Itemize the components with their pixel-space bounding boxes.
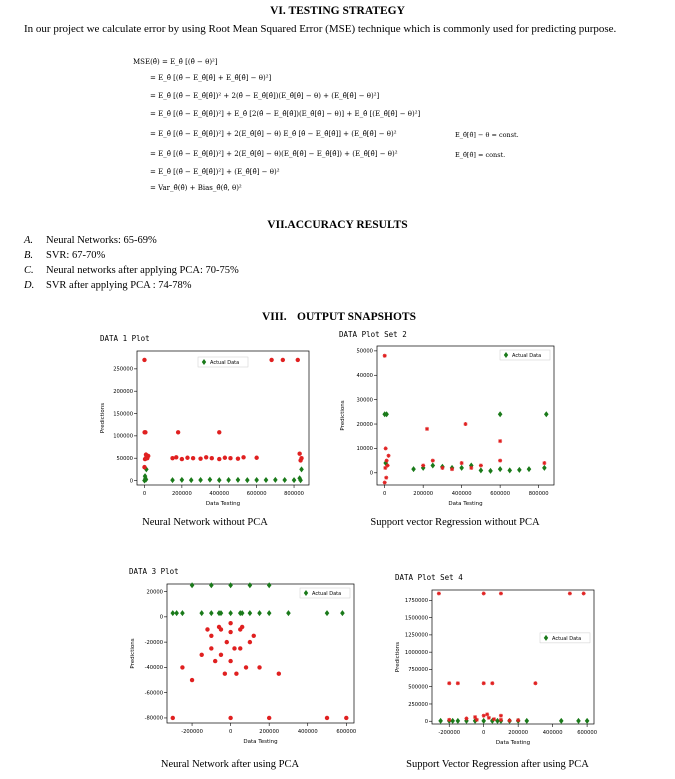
x-axis-label: Data Testing (448, 501, 483, 507)
legend-label: Actual Data (210, 360, 240, 366)
y-tick-label: 250000 (113, 366, 133, 373)
data-point (269, 358, 273, 362)
section-title-output: OUTPUT SNAPSHOTS (297, 311, 416, 323)
x-tick-label: 200000 (171, 491, 192, 497)
data-point (437, 591, 441, 595)
data-point (447, 681, 451, 685)
y-tick-label: 50000 (356, 348, 373, 355)
data-point (460, 461, 464, 465)
data-point (142, 465, 146, 469)
x-tick-label: -200000 (181, 729, 203, 735)
y-tick-label: -60000 (144, 690, 163, 697)
data-point (425, 427, 429, 431)
data-point (198, 456, 202, 460)
data-point (384, 476, 388, 480)
list-item: A. Neural Networks: 65-69% (24, 235, 157, 246)
data-point (219, 653, 223, 657)
x-tick-label: 0 (142, 491, 147, 497)
y-tick-label: 500000 (408, 684, 428, 691)
data-point (508, 719, 512, 723)
y-tick-label: 1500000 (404, 615, 428, 622)
y-tick-label: 250000 (408, 701, 428, 708)
data-point (241, 455, 245, 459)
data-point (385, 459, 389, 463)
data-point (191, 456, 195, 460)
data-point (469, 466, 473, 470)
x-axis-label: Data Testing (495, 740, 531, 746)
x-tick-label: 400000 (542, 730, 563, 736)
data-point (387, 454, 391, 458)
data-point (542, 461, 546, 465)
y-tick-label: 20000 (146, 589, 163, 596)
data-point (492, 717, 496, 721)
data-point (499, 714, 503, 718)
legend-label: Actual Data (512, 353, 542, 359)
plot-title: DATA 1 Plot (100, 334, 150, 343)
data-point (238, 646, 242, 650)
data-point (185, 456, 189, 460)
figure-caption: Support Vector Regression after using PCA (406, 759, 589, 770)
x-tick-label: 600000 (490, 491, 511, 497)
y-tick-label: -40000 (144, 665, 163, 672)
data-point (383, 466, 387, 470)
data-point (232, 646, 236, 650)
data-point (254, 456, 258, 460)
data-point (447, 718, 451, 722)
data-point (440, 466, 444, 470)
testing-paragraph: In our project we calculate error by using Root Mean Squared Error (MSE) technique which is commonly used for predicting purpose. (24, 23, 617, 35)
plot-area (137, 351, 309, 485)
x-tick-label: 200000 (508, 730, 529, 736)
data-point (456, 681, 460, 685)
x-tick-label: 0 (482, 730, 486, 736)
y-tick-label: 1750000 (404, 598, 428, 605)
legend-label: Actual Data (552, 635, 582, 642)
x-tick-label: 800000 (284, 491, 304, 497)
data-point (209, 646, 213, 650)
data-point (225, 640, 229, 644)
y-tick-label: 150000 (113, 411, 133, 418)
equation-line: = Var_θ̂(θ̂) + Bias_θ̂(θ̂, θ)² (150, 184, 242, 192)
y-tick-label: 0 (424, 719, 428, 726)
data-point (475, 718, 479, 722)
data-point (464, 422, 468, 426)
data-point (384, 446, 388, 450)
y-tick-label: 0 (159, 614, 163, 621)
data-point (383, 354, 387, 358)
section-number-output: VIII. (262, 311, 287, 323)
data-point (248, 640, 252, 644)
equation-line: = E_θ̂ [(θ̂ − E_θ̂[θ̂])²] + 2(E_θ̂[θ̂] − θ) E_θ̂ [θ̂ − E_θ̂[θ̂]] + (E_θ̂[θ̂] − θ)² (150, 130, 397, 138)
y-tick-label: 50000 (116, 456, 133, 462)
x-tick-label: 400000 (451, 491, 472, 497)
data-point (171, 716, 175, 720)
data-point (252, 634, 256, 638)
data-point (209, 634, 213, 638)
y-tick-label: 0 (129, 478, 133, 485)
equation-line: = E_θ̂ [(θ̂ − E_θ̂[θ̂])²] + (E_θ̂[θ̂] − θ)² (150, 168, 280, 176)
data-point (498, 459, 502, 463)
y-tick-label: 20000 (356, 421, 373, 428)
data-point (499, 718, 503, 722)
data-point (325, 716, 329, 720)
plot-area (167, 584, 354, 723)
y-tick-label: 0 (369, 470, 373, 477)
data-point (234, 672, 238, 676)
list-item: D. SVR after applying PCA : 74-78% (24, 280, 192, 291)
plot-title: DATA Plot Set 2 (339, 330, 407, 339)
x-axis-label: Data Testing (205, 501, 241, 507)
scatter-chart-data1 (95, 345, 315, 515)
x-tick-label: 200000 (413, 491, 434, 497)
data-point (142, 430, 146, 434)
x-axis-label: Data Testing (243, 739, 278, 745)
data-point (228, 621, 232, 625)
data-point (482, 714, 486, 718)
data-point (298, 458, 302, 462)
data-point (431, 459, 435, 463)
figure-caption: Support vector Regression without PCA (370, 517, 540, 528)
data-point (200, 653, 204, 657)
data-point (499, 591, 503, 595)
data-point (498, 439, 502, 443)
equation-line: = E_θ̂ [(θ̂ − E_θ̂[θ̂])² + 2(θ̂ − E_θ̂[θ̂])(E_θ̂[θ̂] − θ) + (E_θ̂[θ̂] − θ)²] (150, 92, 380, 100)
x-tick-label: 400000 (209, 491, 230, 497)
data-point (240, 625, 244, 629)
data-point (176, 430, 180, 434)
scatter-chart-data2 (335, 340, 560, 515)
data-point (217, 457, 221, 461)
equation-note: E_θ̂[θ̂] = const. (455, 151, 506, 159)
plot-title: DATA 3 Plot (129, 567, 179, 576)
section-title-accuracy: VII.ACCURACY RESULTS (267, 219, 408, 231)
x-tick-label: 600000 (336, 729, 357, 735)
data-point (236, 456, 240, 460)
data-point (180, 457, 184, 461)
data-point (297, 452, 301, 456)
data-point (421, 463, 425, 467)
data-point (213, 659, 217, 663)
data-point (244, 665, 248, 669)
data-point (217, 625, 221, 629)
x-tick-label: 800000 (528, 491, 549, 497)
plot-title: DATA Plot Set 4 (395, 573, 463, 582)
data-point (516, 718, 520, 722)
figure-caption: Neural Network without PCA (142, 517, 268, 528)
data-point (479, 463, 483, 467)
equation-line: MSE(θ̂) = E_θ̂ [(θ̂ − θ)²] (133, 58, 218, 66)
data-point (267, 716, 271, 720)
data-point (464, 716, 468, 720)
data-point (205, 627, 209, 631)
y-axis-label: Predictions (395, 641, 401, 673)
x-tick-label: 600000 (246, 491, 267, 497)
equation-line: = E_θ̂ [(θ̂ − E_θ̂[θ̂])²] + E_θ̂ [2(θ̂ − E_θ̂[θ̂])(E_θ̂[θ̂] − θ)] + E_θ̂ [(E_θ̂[θ̂] − θ)²] (150, 110, 421, 118)
data-point (383, 481, 387, 485)
data-point (490, 681, 494, 685)
data-point (568, 591, 572, 595)
data-point (482, 591, 486, 595)
plot-area (377, 346, 554, 485)
scatter-chart-data3 (125, 578, 360, 753)
data-point (223, 456, 227, 460)
data-point (257, 665, 261, 669)
y-tick-label: 30000 (356, 397, 373, 404)
data-point (223, 672, 227, 676)
data-point (228, 716, 232, 720)
equation-note: E_θ̂[θ̂] − θ = const. (455, 131, 519, 139)
data-point (296, 358, 300, 362)
list-item: C. Neural networks after applying PCA: 70-75% (24, 265, 239, 276)
x-tick-label: 200000 (259, 729, 280, 735)
data-point (450, 467, 454, 471)
data-point (277, 672, 281, 676)
data-point (533, 681, 537, 685)
x-tick-label: 0 (383, 491, 387, 497)
legend-label: Actual Data (312, 591, 342, 597)
figure-caption: Neural Network after using PCA (160, 759, 300, 770)
data-point (142, 358, 146, 362)
y-axis-label: Predictions (100, 402, 106, 434)
data-point (482, 681, 486, 685)
y-tick-label: 40000 (356, 373, 373, 380)
y-tick-label: 200000 (113, 389, 133, 395)
data-point (485, 712, 489, 716)
data-point (145, 456, 149, 460)
equation-line: = E_θ̂ [(θ̂ − E_θ̂[θ̂] + E_θ̂[θ̂] − θ)²] (150, 74, 272, 82)
data-point (228, 659, 232, 663)
y-tick-label: 1000000 (404, 649, 428, 656)
data-point (228, 630, 232, 634)
scatter-chart-data4 (390, 584, 600, 754)
equation-line: = E_θ̂ [(θ̂ − E_θ̂[θ̂])²] + 2(E_θ̂[θ̂] − θ)(E_θ̂[θ̂] − E_θ̂[θ̂]) + (E_θ̂[θ̂] − θ)² (150, 150, 398, 158)
y-tick-label: -80000 (144, 715, 163, 722)
section-title-testing: VI. TESTING STRATEGY (270, 5, 405, 17)
y-axis-label: Predictions (130, 638, 136, 669)
y-tick-label: 100000 (113, 433, 133, 440)
data-point (487, 716, 491, 720)
data-point (344, 716, 348, 720)
data-point (180, 665, 184, 669)
data-point (281, 358, 285, 362)
plot-area (432, 590, 594, 724)
data-point (210, 456, 214, 460)
y-tick-label: -20000 (144, 639, 163, 646)
x-tick-label: -200000 (438, 730, 461, 736)
y-tick-label: 10000 (356, 446, 373, 453)
x-tick-label: 0 (228, 729, 233, 735)
data-point (582, 591, 586, 595)
y-tick-label: 750000 (408, 667, 428, 674)
y-tick-label: 1250000 (404, 632, 428, 639)
data-point (228, 456, 232, 460)
x-tick-label: 400000 (297, 729, 318, 735)
data-point (174, 455, 178, 459)
data-point (217, 430, 221, 434)
data-point (204, 455, 208, 459)
list-item: B. SVR: 67-70% (24, 250, 106, 261)
x-tick-label: 600000 (577, 730, 598, 736)
y-axis-label: Predictions (340, 400, 346, 431)
data-point (170, 456, 174, 460)
data-point (190, 678, 194, 682)
